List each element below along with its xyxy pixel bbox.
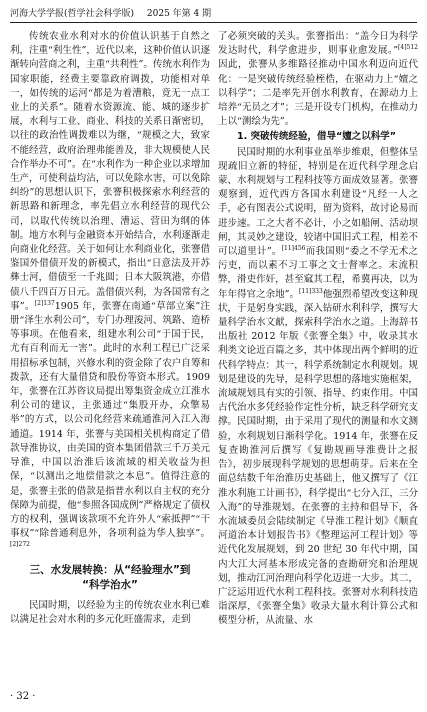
left-column [10,30,210,627]
citation: [2]272 [10,541,30,549]
body-paragraph [10,599,210,627]
body-paragraph [10,30,210,556]
issue-label: 2025 年第 4 期 [146,9,212,19]
citation: [11]333 [299,287,323,295]
journal-name: 河海大学学报(哲学社会科学版) [10,9,135,19]
paragraph-text: 了必须突破的关头。张謇指出：“盖今日为科学发达时代，科学愈进步，则事业愈发展。” [218,31,418,57]
paragraph-text: 1905 年，张謇在南通“草部立案”注册“泽生水利公司”，专门办理浚河、筑路、造桥等事项。在他看来，组建水利公司“于国于民，尤有百利而无一害”。此时的水利工程已广泛采用招标承包制，兴修水利的资金除了农户自筹和拨款，还有大量借贷和股份等资本形式。1909 年，张謇在江苏咨议局提出筹集资金成立江淮水利公司的建议，主张通过“集股开办，众擎易举”的方式，以公司化经营来疏通淮河入江入海通道。1914 年，张謇与美国相关机构商定了借款导淮协议，由美国的资本集团借款三千万美元导淮，中国以治淮后该流域的相关收益为担保，“以测出之地偿借款之本息”。值得注意的是，张謇主张的借款是指普水利以自主权的充分保障为前提，他“参照各国成例”严格规定了债权方的权利，强调该款项不允许外人“索抵押”“干事权”“除普通利息外，各项利益为华人独享”。 [10,300,210,540]
running-header [10,6,417,22]
body-paragraph [218,146,418,629]
paragraph-text: 民国时期的水利事业虽举步维艰，但整体呈现疏旧立新的特征，特别是在近代科学理念启蒙、水利规划与工程科技等方面成效显著。张謇观察到，近代西方各国水利建设“凡经一人之手，必有图表公式说明，留为资料，故讨论易而进步速。工之大者不必计，小之如船闸、活动坝闸，其灵妙之建设，较诸中国旧式工程，相差不可以道里计”。 [218,146,418,258]
subsection-heading: 1. 突破传统经验，借导“嬗之以科学” [237,131,397,143]
citation: [11]456 [281,244,306,252]
header-rule [10,22,417,23]
section-heading [10,563,210,593]
citation: [4]512 [398,44,418,52]
citation: [2]137 [34,299,55,307]
section-heading-line: 三、水发展转换：从“经验理水”到 [29,563,191,576]
paragraph-text: 而我国则“委之不学无术之污吏，而以素不习工事之文士督率之。末流积弊，滑吏作奸，甚至窳其工程，希冀再决，以为年年得官之余地”。 [218,246,418,300]
section-heading-line: “科学治水” [82,578,138,591]
paragraph-text: 他强烈希望改变这种现状，于是躬身实践，深入钻研水利科学，撰写大量科学治水文献，探索科学治水之道。上海辞书出版社 2012 年版《张謇全集》中，收录其水利类文论近百篇之多，其中体现出两个鲜明的近代科学特点：其一，科学系统制定水利规划。规划是建设的先导，是科学思想的落地实施框架，流域规划具有实的引领、指导、约束作用。中国古代治水多凭经验作定性分析，缺乏科学研究支撑。民国时期，由于采用了现代的测量和水文测验，水利规划日渐科学化。1914 年，张謇在反复查勘淮河后撰写《复勘规画导淮费计之报告》，初步展现科学规划的思想萌芽。后来在全面总结数千年治淮历史基础上，他又撰写了《江淮水利施工计画书》，科学提出“七分入江，三分入海”的导淮规划。在张謇的主持和倡导下，各水流域委员会陆续制定《导淮工程计划》《顺直河道治本计划报告书》《整理运河工程计划》等近代化发展规划，到 20 世纪 30 年代中期，国内大江大河基本形成完备的查勘研究和治理规划，推动江河治理向科学化迈进一大步。其二，广泛运用近代水利工程科技。张謇对水利科技造诣深厚，《张謇全集》收录大量水利计算公式和模型分析，从流量、水 [218,288,418,627]
page-number: · 32 · [10,691,36,702]
body-paragraph [218,30,418,129]
paragraph-text: 民国时期，以经验为主的传统农业水利已难以满足社会对水利的多元化旺盛需求，走到 [10,599,210,625]
paragraph-text: 传统农业水利对水的价值认识基于自然之利，注重“利生性”，近代以来，这种价值认识逐渐转向营商之利，主重“共利性”。传统水利作为国家职能，经费主要靠政府调拨，功能相对单一，如传统的运河“都是为着漕粮，竟无一点工业上的关系”。随着水资源流、能、城的逐步扩展，水利与工业、商业、科技的关系日渐密切，以往的政治性调拨难以为继，“规模之大，致家不能经营，政府治理弗能善及，非大规模使人民合作举办不可”。在“水利作为一种企业以求增加生产，可使利益均沾，可以免除水害，可以免除纠纷”的思想认识下，张謇积极探索水利经营的新思路和新理念，率先倡立水利经营的现代公司，以取代传统以治理、漕运、营田为纲的体制。地方水利与金融资本开始结合，水利逐渐走向商业化经营。关于如何让水利商业化，张謇借鉴国外借债开发的新模式，指出“日意法及开苏彝士河，借债至一千兆圆；日本大阪筑港，亦借债八千四百万日元。盖借债兴利，为各国常有之事”。 [10,31,210,312]
right-column [218,30,418,629]
paragraph-text: 因此，张謇从多维路径推动中国水利迈向近代化：一是突破传统经验桎梏，在驱动力上“嬗之以科学”；二是率先开创水利教育，在源动力上培养“无员之才”；三是开设专门机构，在推动力上以“测绘为先”。 [218,59,418,128]
